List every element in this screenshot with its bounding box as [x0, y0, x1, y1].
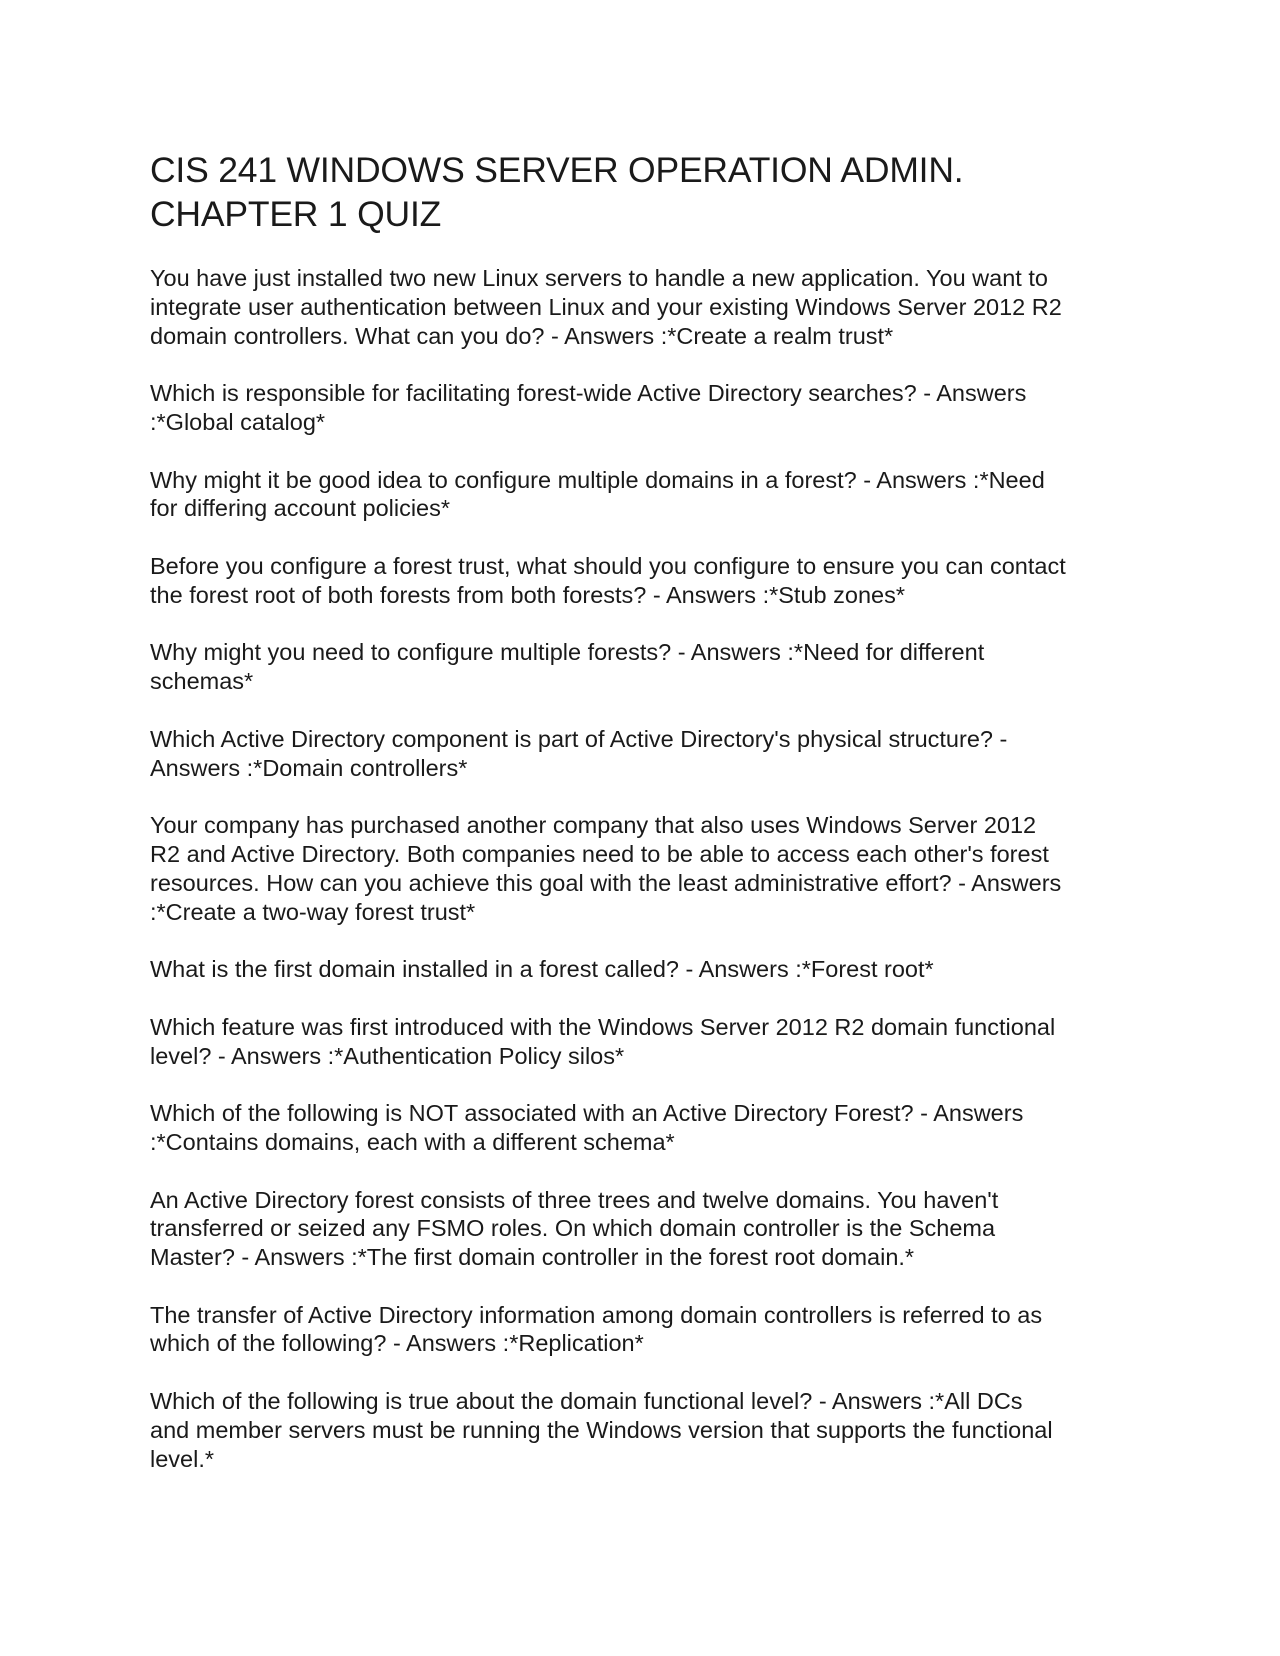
question-answer — [150, 1013, 1140, 1071]
title-line: CIS 241 WINDOWS SERVER OPERATION ADMIN. — [150, 150, 964, 190]
question-answer — [150, 1301, 1140, 1359]
text-line: domain controllers. What can you do? - Answers :*Create a realm trust* — [150, 322, 894, 349]
text-line: You have just installed two new Linux servers to handle a new application. You want to — [150, 265, 1048, 291]
text-line: :*Create a two-way forest trust* — [150, 898, 476, 925]
text-line: Why might it be good idea to configure multiple domains in a forest? - Answers :*Need — [150, 466, 1045, 493]
question-answer — [150, 264, 1140, 350]
question-answer — [150, 638, 1140, 696]
question-answer — [150, 955, 1140, 984]
document-page — [150, 148, 1140, 1502]
text-line: Which Active Directory component is part of Active Directory's physical structure? - — [150, 725, 1008, 752]
text-line: Which of the following is NOT associated with an Active Directory Forest? - Answers — [150, 1100, 1024, 1127]
text-line: schemas* — [150, 668, 254, 695]
text-line: for differing account policies* — [150, 495, 451, 522]
text-line: :*Contains domains, each with a different schema* — [150, 1128, 675, 1155]
text-line: Which is responsible for facilitating forest-wide Active Directory searches? - Answers — [150, 380, 1027, 407]
text-line: which of the following? - Answers :*Replication* — [150, 1330, 644, 1357]
text-line: Answers :*Domain controllers* — [150, 754, 468, 781]
question-answer — [150, 1186, 1140, 1272]
text-line: Your company has purchased another company that also uses Windows Server 2012 — [150, 812, 1037, 839]
text-line: Before you configure a forest trust, what should you configure to ensure you can contact — [150, 552, 1066, 579]
text-line: Which feature was first introduced with the Windows Server 2012 R2 domain functional — [150, 1013, 1056, 1040]
text-line: level.* — [150, 1445, 215, 1472]
text-line: Master? - Answers :*The first domain controller in the forest root domain.* — [150, 1244, 915, 1271]
text-line: What is the first domain installed in a forest called? - Answers :*Forest root* — [150, 956, 934, 983]
text-line: integrate user authentication between Linux and your existing Windows Server 2012 R2 — [150, 293, 1062, 320]
question-answer — [150, 811, 1140, 926]
question-answer — [150, 379, 1140, 437]
question-list — [150, 264, 1140, 1473]
text-line: R2 and Active Directory. Both companies need to be able to access each other's forest — [150, 840, 1049, 867]
question-answer — [150, 466, 1140, 524]
text-line: Why might you need to configure multiple forests? - Answers :*Need for different — [150, 639, 985, 666]
text-line: Which of the following is true about the domain functional level? - Answers :*All DCs — [150, 1388, 1023, 1415]
question-answer — [150, 552, 1140, 610]
question-answer — [150, 725, 1140, 783]
title-line: CHAPTER 1 QUIZ — [150, 194, 442, 234]
text-line: resources. How can you achieve this goal with the least administrative effort? - Answers — [150, 869, 1062, 896]
text-line: and member servers must be running the Windows version that supports the functional — [150, 1416, 1053, 1443]
question-answer — [150, 1099, 1140, 1157]
text-line: The transfer of Active Directory information among domain controllers is referred to as — [150, 1301, 1043, 1328]
text-line: transferred or seized any FSMO roles. On which domain controller is the Schema — [150, 1215, 996, 1242]
text-line: :*Global catalog* — [150, 408, 326, 435]
document-title — [150, 148, 1140, 236]
text-line: An Active Directory forest consists of three trees and twelve domains. You haven't — [150, 1186, 999, 1213]
text-line: the forest root of both forests from both forests? - Answers :*Stub zones* — [150, 581, 905, 608]
question-answer — [150, 1387, 1140, 1473]
text-line: level? - Answers :*Authentication Policy silos* — [150, 1042, 625, 1069]
